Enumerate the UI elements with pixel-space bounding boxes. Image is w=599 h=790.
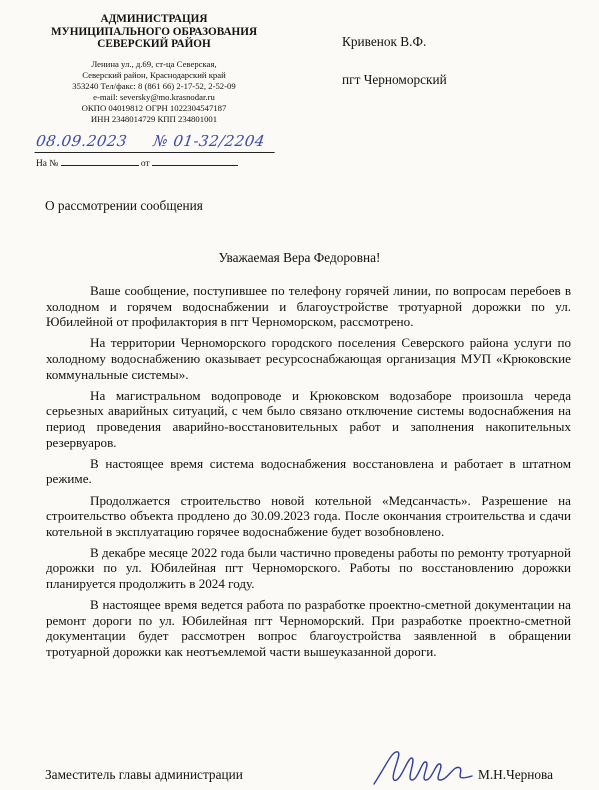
phone-line: 353240 Тел/факс: 8 (861 66) 2-17-52, 2-52-09	[72, 80, 236, 91]
letter-body	[46, 283, 571, 665]
reference-date-blank	[152, 156, 238, 166]
handwritten-number: № 01-32/2204	[152, 132, 267, 150]
codes-line-1: ОКПО 04019812 ОГРН 1022304547187	[81, 103, 227, 114]
handwritten-date: 08.09.2023	[34, 132, 129, 150]
org-name-line-2: МУНИЦИПАЛЬНОГО ОБРАЗОВАНИЯ	[50, 25, 258, 38]
paragraph: Продолжается строительство новой котельной «Медсанчасть». Разрешение на строительство объекта продлено до 30.09.2023 года. После окончания строительства и сдачи котельной в эксплуатацию горячее водоснабжение будет возобновлено.	[46, 492, 571, 539]
paragraph: На территории Черноморского городского поселения Северского района услуги по холодному водоснабжению оказывает ресурсоснабжающая организация МУП «Крюковские коммунальные системы».	[46, 335, 571, 382]
reference-number-blank	[61, 156, 139, 166]
paragraph: В настоящее время система водоснабжения восстановлена и работает в штатном режиме.	[46, 455, 571, 487]
letterhead	[44, 13, 264, 125]
signatory-title: Заместитель главы администрации	[45, 767, 243, 782]
paragraph: В настоящее время ведется работа по разработке проектно-сметной документации на ремонт дороги по ул. Юбилейная пгт Черноморский. При разработке проектно-сметной документации будет рассмотрен вопрос благоустройства заявленной в обращении тротуарной дорожки как неотъемлемой части вышеуказанной дороги.	[46, 597, 571, 660]
reference-date-label: от	[140, 159, 150, 169]
handwritten-registration	[35, 132, 278, 153]
letterhead-details	[44, 59, 264, 126]
reference-number-label: На №	[36, 159, 59, 169]
salutation: Уважаемая Вера Федоровна!	[218, 250, 381, 265]
signatory-name: М.Н.Чернова	[478, 767, 554, 782]
codes-line-2: ИНН 2348014729 КПП 234801001	[90, 114, 218, 125]
org-name-line-1: АДМИНИСТРАЦИЯ	[100, 13, 208, 25]
address-line-2: Северский район, Краснодарский край	[82, 69, 226, 80]
paragraph: На магистральном водопроводе и Крюковском водозаборе произошла череда серьезных аварийных ситуаций, с чем было связано отключение системы водоснабжения на период проведения аварийно-восстановительных работ и заполнения накопительных резервуаров.	[46, 387, 571, 450]
reference-line	[36, 156, 238, 169]
paragraph: В декабре месяце 2022 года были частично проведены работы по ремонту тротуарной дорожки по ул. Юбилейная пгт Черноморского. Работы по восстановлению дорожки планируется продолжить в 2024 году.	[46, 544, 571, 592]
subject-line: О рассмотрении сообщения	[45, 198, 203, 213]
recipient-name: Кривенок В.Ф.	[342, 34, 427, 49]
email-line: e-mail: seversky@mo.krasnodar.ru	[93, 92, 215, 103]
org-name-line-3: СЕВЕРСКИЙ РАЙОН	[97, 38, 211, 51]
recipient-place: пгт Черноморский	[342, 72, 447, 87]
paragraph: Ваше сообщение, поступившее по телефону горячей линии, по вопросам перебоев в холодном и горячем водоснабжении и благоустройстве тротуарной дорожки по ул. Юбилейной от профилактория в пгт Черноморском, рассмотрено.	[46, 283, 571, 330]
address-line-1: Ленина ул., д.69, ст-ца Северская,	[91, 58, 217, 69]
handwritten-signature	[368, 746, 478, 790]
